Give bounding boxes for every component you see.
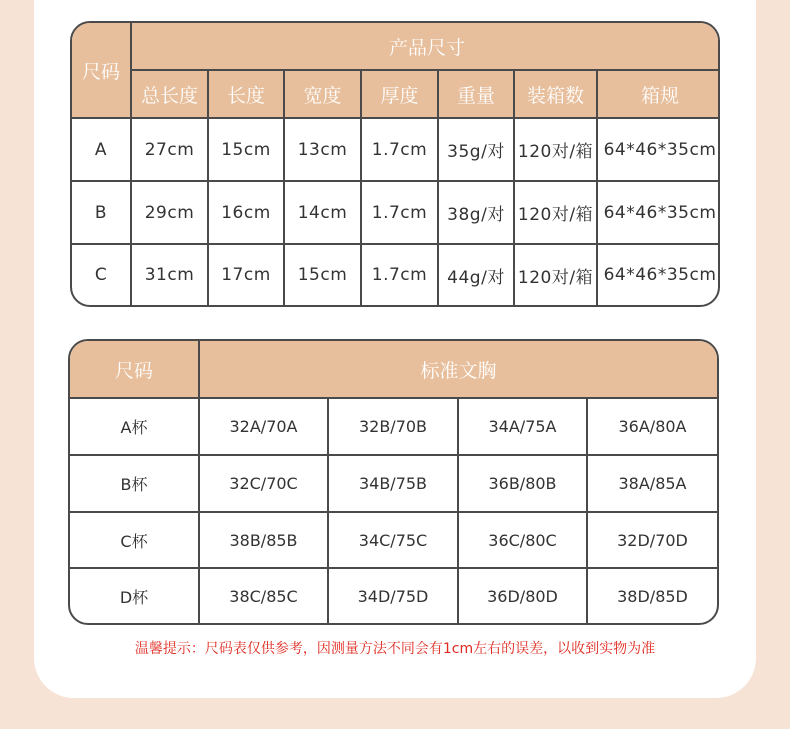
table-cell: 32D/70D [587, 512, 717, 569]
table-cell: 36A/80A [587, 398, 717, 455]
column-header: 厚度 [361, 70, 438, 118]
table-cell: 36D/80D [458, 568, 587, 623]
table-cell: 14cm [284, 181, 361, 244]
table-cell: 64*46*35cm [597, 181, 720, 244]
table-cell: 16cm [208, 181, 284, 244]
size-cell: B [72, 181, 131, 244]
table-cell: 38B/85B [199, 512, 328, 569]
table-cell: 32C/70C [199, 455, 328, 512]
table-cell: 44g/对 [438, 244, 514, 305]
table-row [72, 118, 720, 181]
table-cell: 36C/80C [458, 512, 587, 569]
table-cell: 38g/对 [438, 181, 514, 244]
column-header: 重量 [438, 70, 514, 118]
table-cell: 34B/75B [328, 455, 458, 512]
table-cell: 38C/85C [199, 568, 328, 623]
cup-cell: B杯 [70, 455, 199, 512]
table-row [70, 568, 717, 623]
size-cell: C [72, 244, 131, 305]
table-cell: 64*46*35cm [597, 244, 720, 305]
column-header: 装箱数 [514, 70, 597, 118]
column-header: 总长度 [131, 70, 208, 118]
table-cell: 1.7cm [361, 118, 438, 181]
table-cell: 38D/85D [587, 568, 717, 623]
table-cell: 32A/70A [199, 398, 328, 455]
table-cell: 27cm [131, 118, 208, 181]
table-cell: 120对/箱 [514, 118, 597, 181]
table-row [72, 244, 720, 305]
table-row [72, 181, 720, 244]
table-cell: 120对/箱 [514, 181, 597, 244]
product-size-group-header: 产品尺寸 [131, 23, 720, 70]
column-header: 宽度 [284, 70, 361, 118]
table-cell: 1.7cm [361, 244, 438, 305]
table-cell: 15cm [208, 118, 284, 181]
table-row [70, 512, 717, 569]
table-cell: 64*46*35cm [597, 118, 720, 181]
table-cell: 17cm [208, 244, 284, 305]
table-cell: 31cm [131, 244, 208, 305]
cup-cell: C杯 [70, 512, 199, 569]
table-cell: 34A/75A [458, 398, 587, 455]
table-cell: 15cm [284, 244, 361, 305]
column-header: 长度 [208, 70, 284, 118]
standard-bra-group-header: 标准文胸 [199, 341, 717, 398]
table-cell: 35g/对 [438, 118, 514, 181]
table-cell: 29cm [131, 181, 208, 244]
cup-cell: A杯 [70, 398, 199, 455]
size-header: 尺码 [72, 23, 131, 118]
table-cell: 34D/75D [328, 568, 458, 623]
table-row [70, 455, 717, 512]
table-cell: 36B/80B [458, 455, 587, 512]
table-cell: 38A/85A [587, 455, 717, 512]
table-cell: 34C/75C [328, 512, 458, 569]
table-cell: 1.7cm [361, 181, 438, 244]
cup-cell: D杯 [70, 568, 199, 623]
size-cell: A [72, 118, 131, 181]
cup-size-table [68, 339, 719, 625]
table-cell: 32B/70B [328, 398, 458, 455]
table-cell: 120对/箱 [514, 244, 597, 305]
column-header: 箱规 [597, 70, 720, 118]
size-header: 尺码 [70, 341, 199, 398]
product-size-table [70, 21, 720, 307]
table-cell: 13cm [284, 118, 361, 181]
size-note: 温馨提示：尺码表仅供参考，因测量方法不同会有1cm左右的误差，以收到实物为准 [134, 641, 656, 657]
table-row [70, 398, 717, 455]
